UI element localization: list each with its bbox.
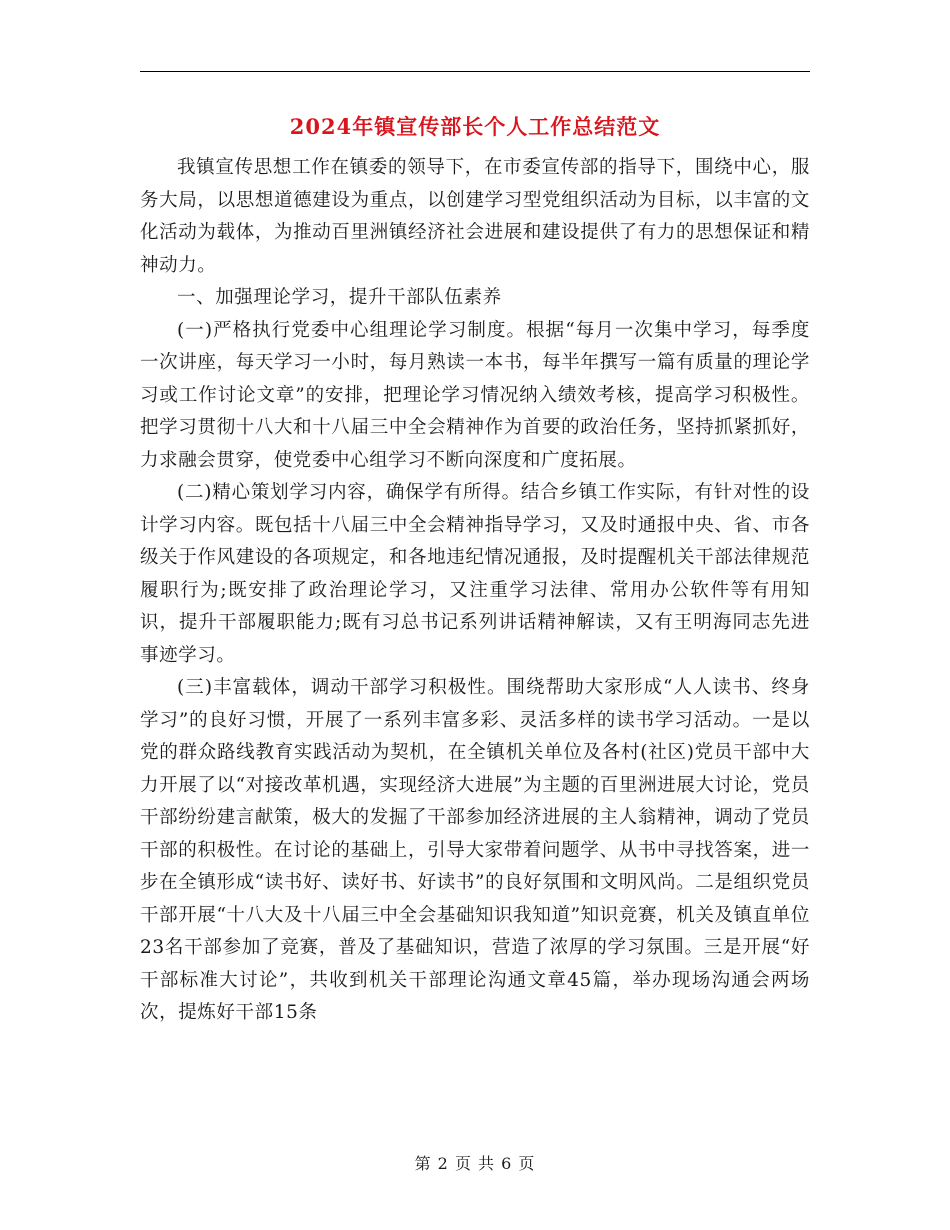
header-rule — [140, 71, 810, 72]
paragraph-item-1: (一)严格执行党委中心组理论学习制度。根据“每月一次集中学习，每季度一次讲座，每天学习一小时，每月熟读一本书，每半年撰写一篇有质量的理论学习或工作讨论文章”的安排，把理论学习情况纳入绩效考核，提高学习积极性。把学习贯彻十八大和十八届三中全会精神作为首要的政治任务，坚持抓紧抓好，力求融会贯穿，使党委中心组学习不断向深度和广度拓展。 — [140, 319, 810, 471]
document-title: 2024年镇宣传部长个人工作总结范文 — [289, 114, 661, 139]
section-heading: 一、加强理论学习，提升干部队伍素养 — [177, 287, 502, 308]
paragraph-intro: 我镇宣传思想工作在镇委的领导下，在市委宣传部的指导下，围绕中心，服务大局，以思想道德建设为重点，以创建学习型党组织活动为目标，以丰富的文化活动为载体，为推动百里洲镇经济社会进展和建设提供了有力的思想保证和精神动力。 — [140, 157, 810, 276]
document-body — [140, 152, 810, 1030]
page-number-footer: 第 2 页 共 6 页 — [414, 1154, 536, 1173]
paragraph-item-2: (二)精心策划学习内容，确保学有所得。结合乡镇工作实际，有针对性的设计学习内容。既包括十八届三中全会精神指导学习，又及时通报中央、省、市各级关于作风建设的各项规定，和各地违纪情况通报，及时提醒机关干部法律规范履职行为;既安排了政治理论学习，又注重学习法律、常用办公软件等有用知识，提升干部履职能力;既有习总书记系列讲话精神解读，又有王明海同志先进事迹学习。 — [140, 482, 810, 666]
paragraph-item-3: (三)丰富载体，调动干部学习积极性。围绕帮助大家形成“人人读书、终身学习”的良好习惯，开展了一系列丰富多彩、灵活多样的读书学习活动。一是以党的群众路线教育实践活动为契机，在全镇机关单位及各村(社区)党员干部中大力开展了以“对接改革机遇，实现经济大进展”为主题的百里洲进展大讨论，党员干部纷纷建言献策，极大的发掘了干部参加经济进展的主人翁精神，调动了党员干部的积极性。在讨论的基础上，引导大家带着问题学、从书中寻找答案，进一步在全镇形成“读书好、读好书、好读书”的良好氛围和文明风尚。二是组织党员干部开展“十八大及十八届三中全会基础知识我知道”知识竞赛，机关及镇直单位23名干部参加了竞赛，普及了基础知识，营造了浓厚的学习氛围。三是开展“好干部标准大讨论”，共收到机关干部理论沟通文章45篇，举办现场沟通会两场次，提炼好干部15条 — [140, 677, 810, 1023]
